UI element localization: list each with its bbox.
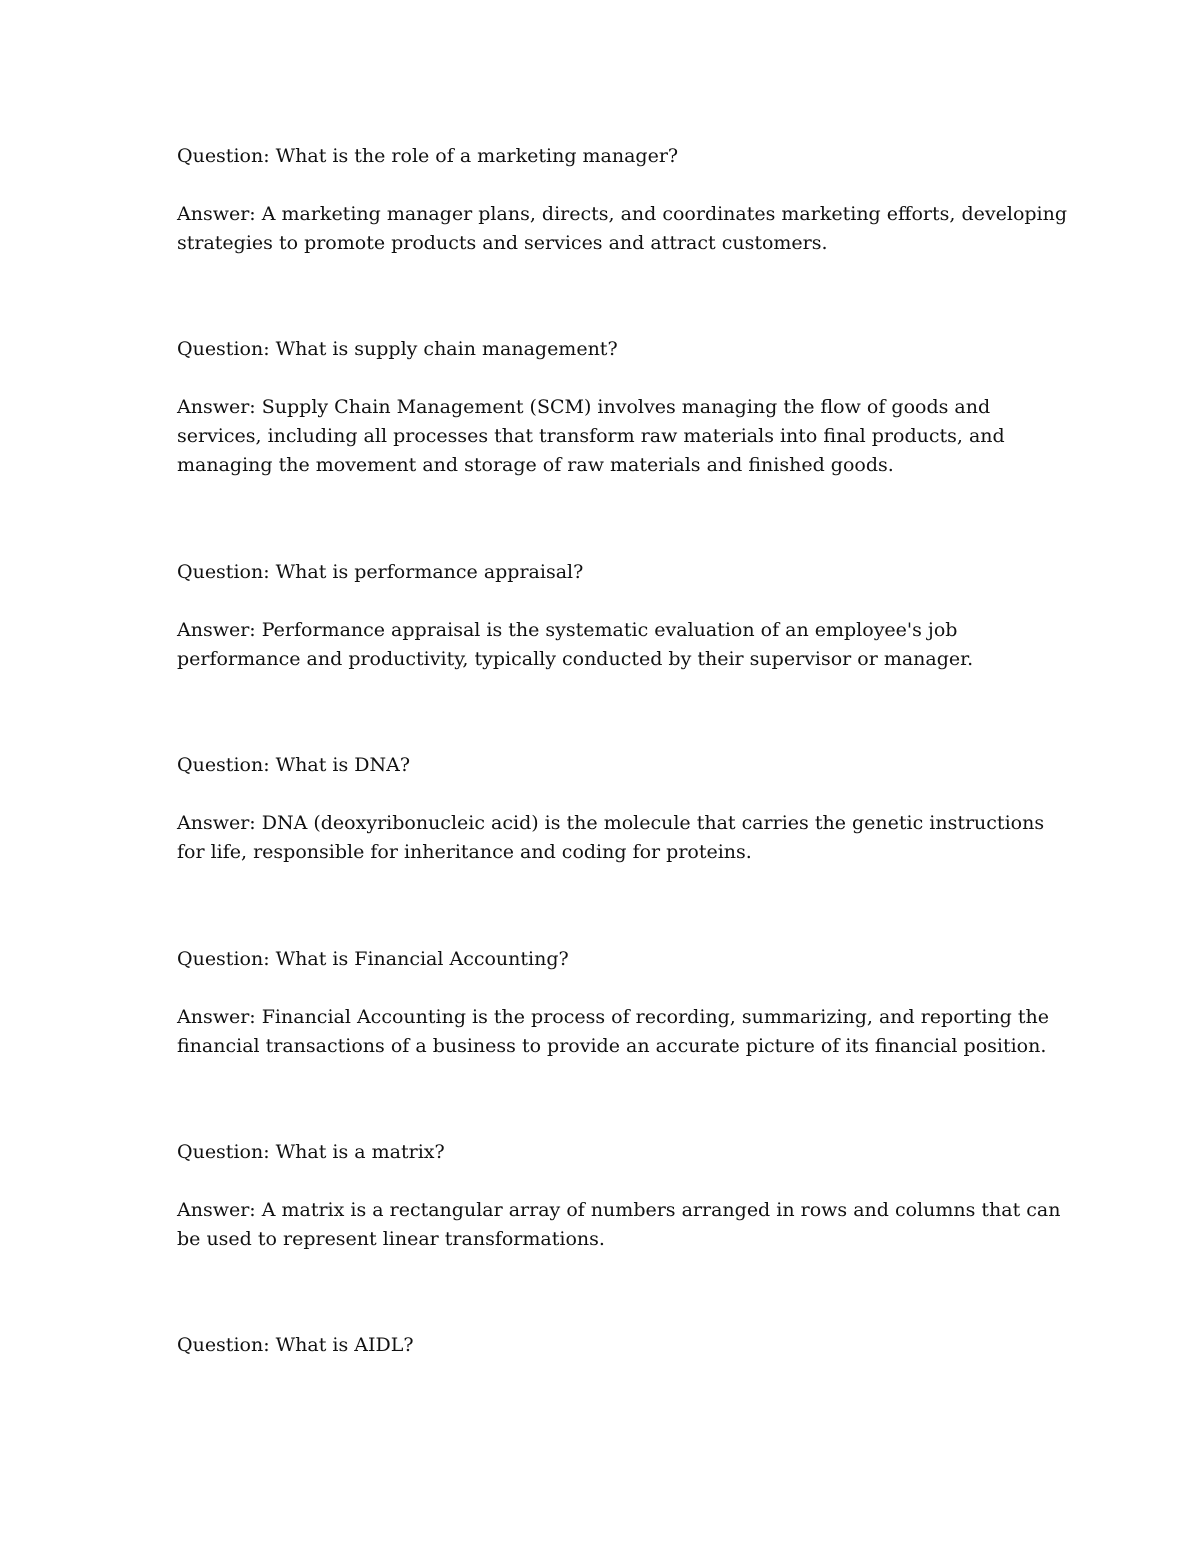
qa-entry-marketing-manager — [177, 142, 1068, 258]
answer-text — [177, 1003, 1049, 1061]
question-text: Question: What is the role of a marketing manager? — [177, 145, 679, 167]
answer-line: Answer: A marketing manager plans, directs, and coordinates marketing efforts, developing — [177, 203, 1068, 225]
question-text: Question: What is DNA? — [177, 754, 411, 776]
answer-line: be used to represent linear transformations. — [177, 1228, 605, 1250]
qa-entry-performance-appraisal — [177, 558, 1037, 674]
answer-line: strategies to promote products and services and attract customers. — [177, 232, 828, 254]
answer-line: Answer: Supply Chain Management (SCM) involves managing the flow of goods and — [177, 396, 991, 418]
qa-entry-aidl — [177, 1331, 1037, 1360]
question-text: Question: What is a matrix? — [177, 1141, 445, 1163]
question-text: Question: What is supply chain management? — [177, 338, 618, 360]
question-text: Question: What is AIDL? — [177, 1334, 414, 1356]
answer-text — [177, 616, 1037, 674]
answer-line: services, including all processes that transform raw materials into final products, and — [177, 425, 1005, 447]
answer-line: performance and productivity, typically conducted by their supervisor or manager. — [177, 648, 974, 670]
answer-line: for life, responsible for inheritance and coding for proteins. — [177, 841, 752, 863]
qa-entry-supply-chain — [177, 335, 1037, 480]
qa-entry-dna — [177, 751, 1045, 867]
answer-line: Answer: Financial Accounting is the process of recording, summarizing, and reporting the — [177, 1006, 1049, 1028]
answer-text — [177, 200, 1068, 258]
qa-entry-financial-accounting — [177, 945, 1049, 1061]
answer-text — [177, 393, 1037, 480]
answer-line: Answer: DNA (deoxyribonucleic acid) is the molecule that carries the genetic instructions — [177, 812, 1045, 834]
answer-text — [177, 809, 1045, 867]
question-text: Question: What is performance appraisal? — [177, 561, 584, 583]
qa-entry-matrix — [177, 1138, 1061, 1254]
answer-line: managing the movement and storage of raw materials and finished goods. — [177, 454, 894, 476]
question-text: Question: What is Financial Accounting? — [177, 948, 569, 970]
answer-line: financial transactions of a business to provide an accurate picture of its financial position. — [177, 1035, 1047, 1057]
answer-line: Answer: A matrix is a rectangular array of numbers arranged in rows and columns that can — [177, 1199, 1061, 1221]
answer-text — [177, 1196, 1061, 1254]
answer-line: Answer: Performance appraisal is the systematic evaluation of an employee's job — [177, 619, 958, 641]
